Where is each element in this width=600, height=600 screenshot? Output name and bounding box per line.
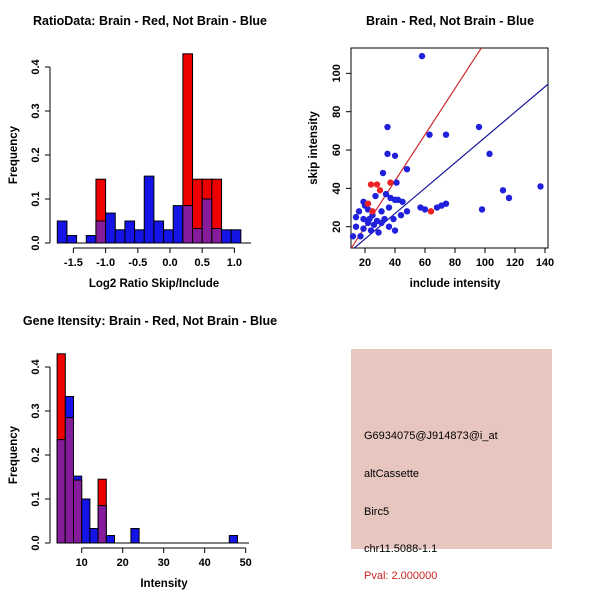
chromosome-text: chr11.5088-1.1	[364, 543, 438, 555]
not-brain-point	[404, 208, 410, 214]
not-brain-point	[357, 233, 363, 239]
not-brain-point	[419, 53, 425, 59]
not-brain-point	[378, 208, 384, 214]
not-brain-point	[386, 223, 392, 229]
x-tick-label: 40	[388, 257, 402, 269]
pval-text: Pval: 2.000000	[364, 570, 438, 582]
x-tick-label: 20	[358, 257, 372, 269]
x-tick-label: 140	[535, 257, 555, 269]
x-tick-label: -0.5	[128, 257, 148, 269]
scatter-plot-area	[331, 45, 554, 269]
y-tick-label: 0.1	[30, 491, 42, 507]
not-brain-point	[360, 225, 366, 231]
not-brain-point	[365, 220, 371, 226]
ratio-histogram-ylabel: Frequency	[8, 125, 20, 185]
y-tick-label: 0.2	[30, 447, 42, 463]
panel-gene-intensity-histogram	[0, 300, 300, 600]
gene-intensity-histogram-chart	[0, 300, 300, 600]
y-tick-label: 0.1	[30, 191, 42, 207]
panel-gene-info	[300, 300, 600, 600]
hist-bar	[229, 536, 237, 543]
y-tick-label: 0.3	[30, 403, 42, 419]
x-tick-label: 0.5	[194, 257, 210, 269]
not-brain-point	[392, 227, 398, 233]
scatter-ylabel: skip intensity	[308, 111, 320, 185]
y-tick-label: 0.3	[30, 103, 42, 119]
ratio-histogram-xlabel: Log2 Ratio Skip/Include	[88, 278, 220, 290]
hist-bar-overlap	[202, 199, 212, 243]
hist-bar	[90, 528, 98, 543]
y-tick-label: 100	[331, 64, 343, 83]
hist-bar-overlap	[96, 221, 106, 243]
hist-bar-overlap	[98, 506, 106, 543]
x-tick-label: 60	[418, 257, 432, 269]
panel-intensity-scatter	[300, 0, 600, 300]
x-tick-label: 0.0	[162, 257, 178, 269]
y-tick-label: 20	[331, 220, 343, 233]
x-tick-label: -1.5	[63, 257, 83, 269]
not-brain-point	[398, 212, 404, 218]
x-tick-label: 1.0	[226, 257, 243, 269]
hist-bar	[144, 176, 154, 243]
hist-bar	[125, 221, 135, 243]
hist-bar	[164, 230, 174, 243]
hist-bar-overlap	[193, 228, 203, 243]
hist-bar	[57, 221, 67, 243]
hist-bar-overlap	[74, 480, 82, 543]
intensity-scatter-chart	[300, 0, 600, 300]
x-tick-label: 20	[116, 557, 129, 569]
hist-bar	[154, 221, 164, 243]
not-brain-point	[537, 183, 543, 189]
hist-bar	[82, 499, 90, 543]
not-brain-point	[390, 216, 396, 222]
ratio-histogram-title: RatioData: Brain - Red, Not Brain - Blue	[32, 14, 268, 28]
brain-point	[377, 187, 383, 193]
brain-point	[365, 200, 371, 206]
brain-point	[368, 181, 374, 187]
not-brain-point	[371, 222, 377, 228]
gene-histogram-xlabel: Intensity	[140, 578, 188, 590]
not-brain-point	[350, 233, 356, 239]
not-brain-point	[356, 208, 362, 214]
not-brain-point	[368, 227, 374, 233]
not-brain-point	[393, 179, 399, 185]
hist-bar-overlap	[57, 440, 65, 543]
y-tick-label: 0.0	[30, 235, 42, 251]
splice-type-text: altCassette	[364, 468, 420, 480]
hist-bar	[106, 213, 116, 243]
y-tick-label: 0.4	[30, 59, 42, 75]
not-brain-point	[380, 170, 386, 176]
brain-point	[428, 208, 434, 214]
not-brain-point	[486, 151, 492, 157]
not-brain-point	[372, 193, 378, 199]
hist-bar	[135, 230, 145, 243]
x-tick-label: 30	[157, 557, 170, 569]
hist-bar-overlap	[65, 418, 73, 543]
panel-ratio-histogram	[0, 0, 300, 300]
brain-point	[374, 181, 380, 187]
plot-border	[351, 48, 548, 248]
hist-bar	[222, 230, 232, 243]
hist-bar	[173, 206, 183, 243]
hist-bar	[86, 236, 96, 243]
not-brain-point	[443, 200, 449, 206]
y-tick-label: 40	[331, 182, 343, 195]
ratio-histogram-plot-area	[30, 54, 251, 269]
hist-bar	[115, 230, 125, 243]
brain-point	[369, 208, 375, 214]
not-brain-point	[404, 166, 410, 172]
hist-bar	[231, 230, 241, 243]
x-tick-label: -1.0	[96, 257, 116, 269]
probe-id-text: G6934075@J914873@i_at	[364, 430, 498, 442]
y-tick-label: 80	[331, 105, 343, 118]
not-brain-point	[392, 153, 398, 159]
hist-bar-overlap	[183, 206, 193, 243]
not-brain-point	[378, 220, 384, 226]
gene-histogram-title: Gene Itensity: Brain - Red, Not Brain - Blue	[22, 314, 278, 328]
not-brain-point	[479, 206, 485, 212]
not-brain-point	[353, 223, 359, 229]
scatter-title: Brain - Red, Not Brain - Blue	[365, 14, 535, 28]
not-brain-point	[426, 131, 432, 137]
not-brain-point	[443, 131, 449, 137]
not-brain-point	[386, 204, 392, 210]
not-brain-point	[353, 214, 359, 220]
not-brain-point	[506, 195, 512, 201]
x-tick-label: 120	[505, 257, 525, 269]
gene-histogram-ylabel: Frequency	[8, 425, 20, 485]
not-brain-point	[384, 151, 390, 157]
hist-bar	[67, 236, 77, 243]
not-brain-point	[422, 206, 428, 212]
not-brain-point	[375, 229, 381, 235]
x-tick-label: 50	[239, 557, 252, 569]
not-brain-point	[500, 187, 506, 193]
not-brain-point	[384, 124, 390, 130]
y-tick-label: 0.4	[30, 359, 42, 375]
scatter-xlabel: include intensity	[409, 278, 501, 290]
y-tick-label: 60	[331, 143, 343, 157]
x-tick-label: 40	[198, 557, 211, 569]
x-tick-label: 100	[475, 257, 495, 269]
y-tick-label: 0.0	[30, 535, 42, 551]
x-tick-label: 80	[448, 257, 462, 269]
gene-name-text: Birc5	[364, 506, 390, 518]
gene-histogram-plot-area	[30, 354, 252, 569]
hist-bar-overlap	[212, 228, 222, 243]
not-brain-point	[476, 124, 482, 130]
x-tick-label: 10	[75, 557, 88, 569]
hist-bar	[131, 528, 139, 543]
hist-bar	[106, 536, 114, 543]
brain-point	[387, 179, 393, 185]
ratio-histogram-chart	[0, 0, 300, 300]
gene-info-box	[351, 349, 552, 582]
y-tick-label: 0.2	[30, 147, 42, 163]
not-brain-point	[399, 199, 405, 205]
